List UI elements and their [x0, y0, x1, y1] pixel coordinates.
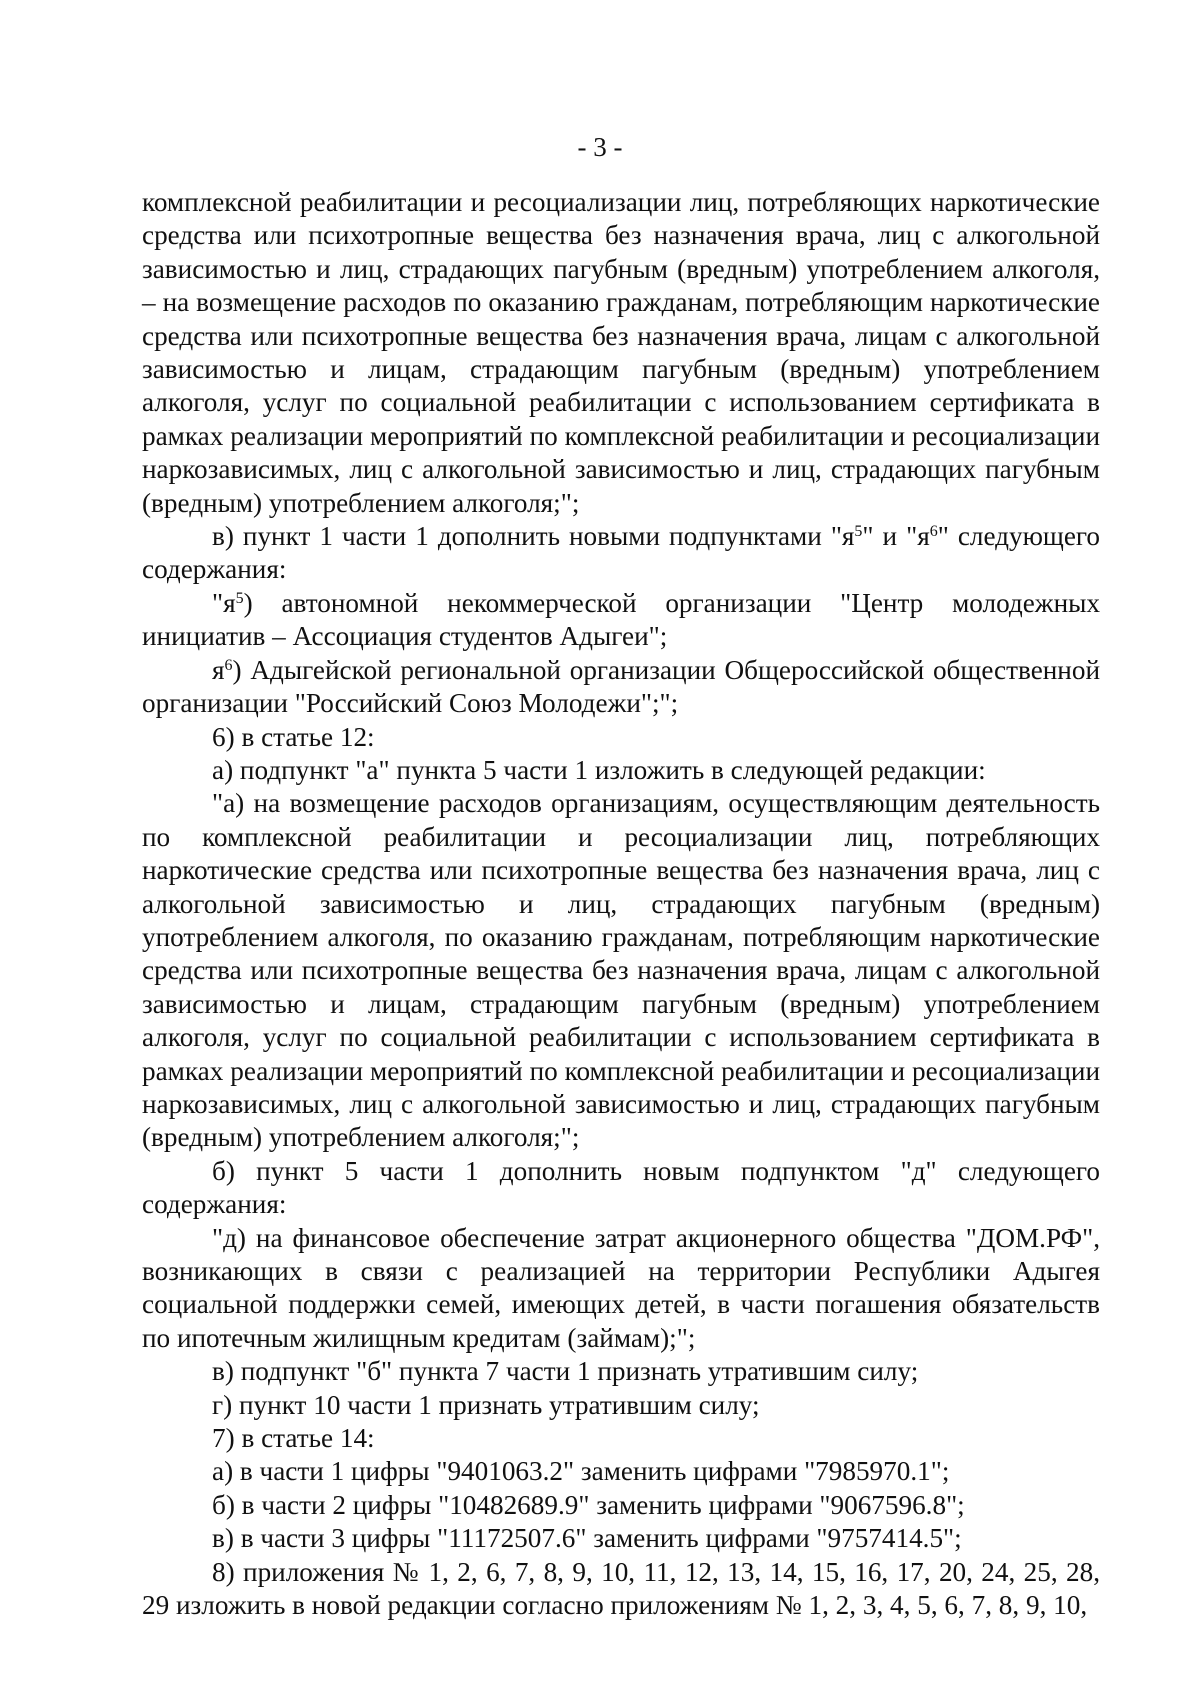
paragraph: комплексной реабилитации и ресоциализации лиц, потребляющих наркотические средства или психотропные вещества без назначения врача, лиц с алкогольной зависимостью и лиц, страдающих пагубным (вредным) употреблением алкоголя, – на возмещение расходов по оказанию гражданам, потребляющим наркотические средства или психотропные вещества без назначения врача, лицам с алкогольной зависимостью и лицам, страдающим пагубным (вредным) употреблением алкоголя, услуг по социальной реабилитации с использованием сертификата в рамках реализации мероприятий по комплексной реабилитации и ресоциализации наркозависимых, лиц с алкогольной зависимостью и лиц, страдающих пагубным (вредным) употреблением алкоголя;"; — [142, 187, 1100, 518]
paragraph: 7) в статье 14: — [212, 1423, 375, 1454]
paragraph: "д) на финансовое обеспечение затрат акционерного общества "ДОМ.РФ", возникающих в связи с реализацией на территории Республики Адыгея социальной поддержки семей, имеющих детей, в части погашения обязательств по ипотечным жилищным кредитам (займам);"; — [142, 1222, 1100, 1353]
page-number: - 3 - — [577, 132, 623, 162]
paragraph: 8) приложения № 1, 2, 6, 7, 8, 9, 10, 11, 12, 13, 14, 15, 16, 17, 20, 24, 25, 28, 29 изложить в новой редакции согласно приложениям № 1, 2, 3, 4, 5, 6, 7, 8, 9, 10, — [142, 1556, 1100, 1621]
paragraph: $я^6$) Адыгейской региональной организации Общероссийской общественной организации "Российский Союз Молодежи";"; — [142, 654, 1100, 719]
document-body — [142, 186, 1100, 1622]
paragraph: а) в части 1 цифры "9401063.2" заменить цифрами "7985970.1"; — [212, 1456, 950, 1487]
paragraph: "а) на возмещение расходов организациям, осуществляющим деятельность по комплексной реабилитации и ресоциализации лиц, потребляющих наркотические средства или психотропные вещества без назначения врача, лиц с алкогольной зависимостью и лиц, страдающих пагубным (вредным) употреблением алкоголя, по оказанию гражданам, потребляющим наркотические средства или психотропные вещества без назначения врача, лицам с алкогольной зависимостью и лицам, страдающим пагубным (вредным) употреблением алкоголя, услуг по социальной реабилитации с использованием сертификата в рамках реализации мероприятий по комплексной реабилитации и ресоциализации наркозависимых, лиц с алкогольной зависимостью и лиц, страдающих пагубным (вредным) употреблением алкоголя;"; — [142, 788, 1100, 1153]
paragraph: в) пункт 1 части 1 дополнить новыми подпунктами "$я^5$" и "$я^6$" следующего содержания: — [142, 521, 1100, 585]
paragraph: в) подпункт "б" пункта 7 части 1 признать утратившим силу; — [212, 1356, 919, 1387]
paragraph: б) пункт 5 части 1 дополнить новым подпунктом "д" следующего содержания: — [142, 1155, 1100, 1220]
paragraph: "$я^5$) автономной некоммерческой организации "Центр молодежных инициатив – Ассоциация студентов Адыгеи"; — [142, 587, 1100, 652]
paragraph: а) подпункт "а" пункта 5 части 1 изложить в следующей редакции: — [212, 754, 986, 785]
paragraph: в) в части 3 цифры "11172507.6" заменить цифрами "9757414.5"; — [212, 1523, 962, 1554]
paragraph: 6) в статье 12: — [212, 721, 375, 752]
paragraph: б) в части 2 цифры "10482689.9" заменить цифрами "9067596.8"; — [212, 1489, 965, 1520]
paragraph: г) пункт 10 части 1 признать утратившим силу; — [212, 1389, 760, 1420]
